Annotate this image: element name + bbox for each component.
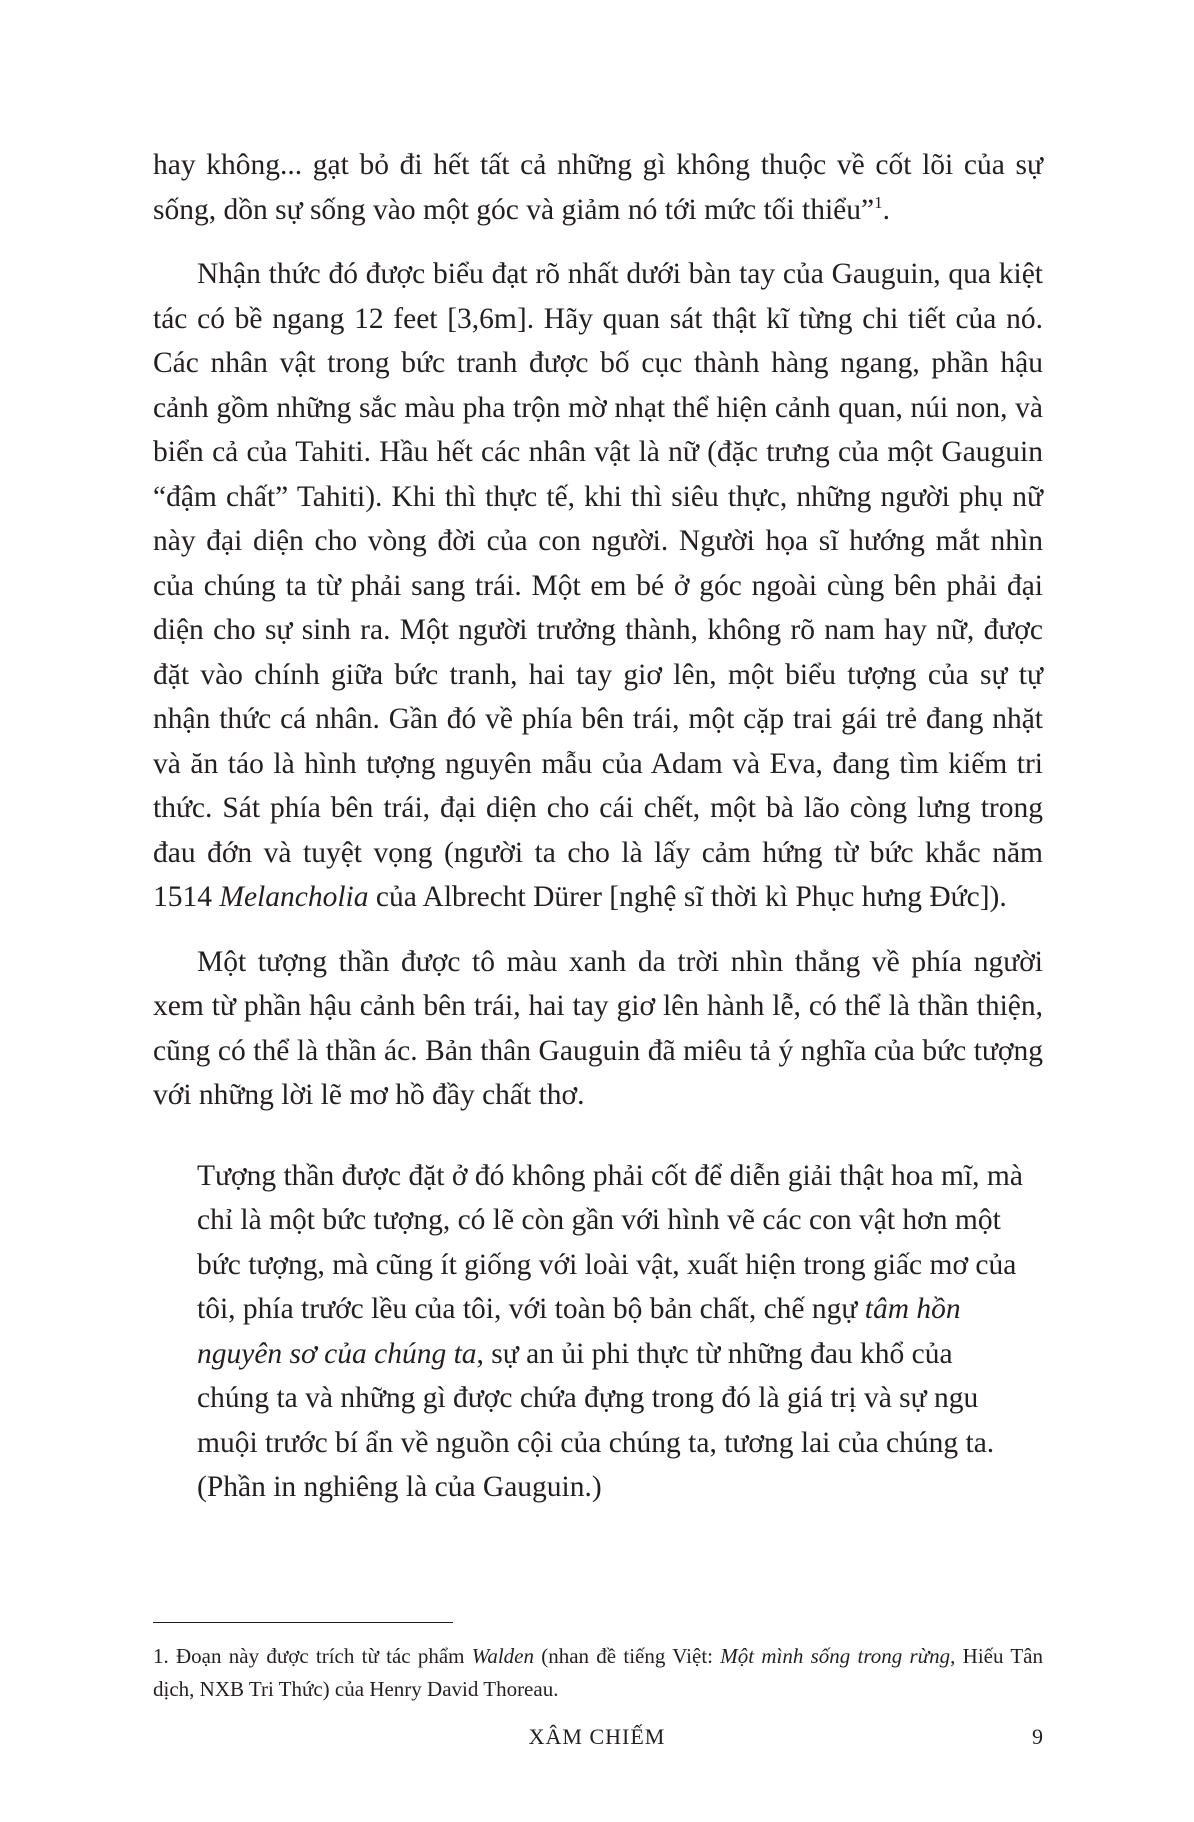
footnote-italic-walden: Walden	[471, 1644, 534, 1668]
paragraph-text-end: của Albrecht Dürer [nghệ sĩ thời kì Phục hưng Đức]).	[368, 881, 1007, 913]
block-quote	[197, 1154, 1027, 1510]
paragraph-gauguin-description	[153, 252, 1043, 920]
quote-text-end: , sự an ủi phi thực từ những đau khổ của chúng ta và những gì được chứa đựng trong đó là giá trị và sự ngu muội trước bí ẩn về nguồn cội của chúng ta, tương lai của chúng ta. (Phần in nghiêng là của Gauguin.)	[197, 1337, 995, 1503]
footnote-text-a: 1. Đoạn này được trích từ tác phẩm	[153, 1644, 472, 1668]
footnote	[153, 1640, 1043, 1706]
footnote-reference[interactable]: 1	[874, 192, 883, 212]
footnote-text	[153, 1640, 1043, 1706]
italic-title-melancholia: Melancholia	[219, 881, 369, 913]
quote-italic: tâm hồn nguyên sơ của chúng ta	[197, 1293, 961, 1370]
footnote-italic-vietnamese-title: Một mình sống trong rừng	[720, 1644, 951, 1668]
footnote-divider	[153, 1622, 453, 1623]
page-number: 9	[1032, 1724, 1043, 1749]
body-text	[153, 143, 1043, 1510]
running-footer-title: XÂM CHIẾM	[528, 1724, 666, 1749]
footnote-text-c: , Hiếu Tân dịch, NXB Tri Thức) của Henry David Thoreau.	[153, 1644, 1043, 1701]
quote-text: Tượng thần được đặt ở đó không phải cốt để diễn giải thật hoa mĩ, mà chỉ là một bức tượng, có lẽ còn gần với hình vẽ các con vật hơn một bức tượng, mà cũng ít giống với loài vật, xuất hiện trong giấc mơ của tôi, phía trước lều của tôi, với toàn bộ bản chất, chế ngự	[197, 1159, 1023, 1325]
paragraph-end: .	[882, 193, 890, 226]
footnote-text-b: (nhan đề tiếng Việt:	[533, 1644, 721, 1668]
paragraph-idol-description: Một tượng thần được tô màu xanh da trời nhìn thẳng về phía người xem từ phần hậu cảnh bên trái, hai tay giơ lên hành lễ, có thể là thần thiện, cũng có thể là thần ác. Bản thân Gauguin đã miêu tả ý nghĩa của bức tượng với những lời lẽ mơ hồ đầy chất thơ.	[153, 945, 1043, 1111]
paragraph-continued	[153, 143, 1043, 232]
paragraph-text: Nhận thức đó được biểu đạt rõ nhất dưới bàn tay của Gauguin, qua kiệt tác có bề ngang 12 feet [3,6m]. Hãy quan sát thật kĩ từng chi tiết của nó. Các nhân vật trong bức tranh được bố cục thành hàng ngang, phần hậu cảnh gồm những sắc màu pha trộn mờ nhạt thể hiện cảnh quan, núi non, và biển cả của Tahiti. Hầu hết các nhân vật là nữ (đặc trưng của một Gauguin “đậm chất” Tahiti). Khi thì thực tế, khi thì siêu thực, những người phụ nữ này đại diện cho vòng đời của con người. Người họa sĩ hướng mắt nhìn của chúng ta từ phải sang trái. Một em bé ở góc ngoài cùng bên phải đại diện cho sự sinh ra. Một người trưởng thành, không rõ nam hay nữ, được đặt vào chính giữa bức tranh, hai tay giơ lên, một biểu tượng của sự tự nhận thức cá nhân. Gần đó về phía bên trái, một cặp trai gái trẻ đang nhặt và ăn táo là hình tượng nguyên mẫu của Adam và Eva, đang tìm kiếm tri thức. Sát phía bên trái, đại diện cho cái chết, một bà lão còng lưng trong đau đớn và tuyệt vọng (người ta cho là lấy cảm hứng từ bức khắc năm 1514	[153, 258, 1043, 913]
paragraph-text: hay không... gạt bỏ đi hết tất cả những gì không thuộc về cốt lõi của sự sống, dồn sự sống vào một góc và giảm nó tới mức tối thiểu”	[153, 149, 1043, 226]
